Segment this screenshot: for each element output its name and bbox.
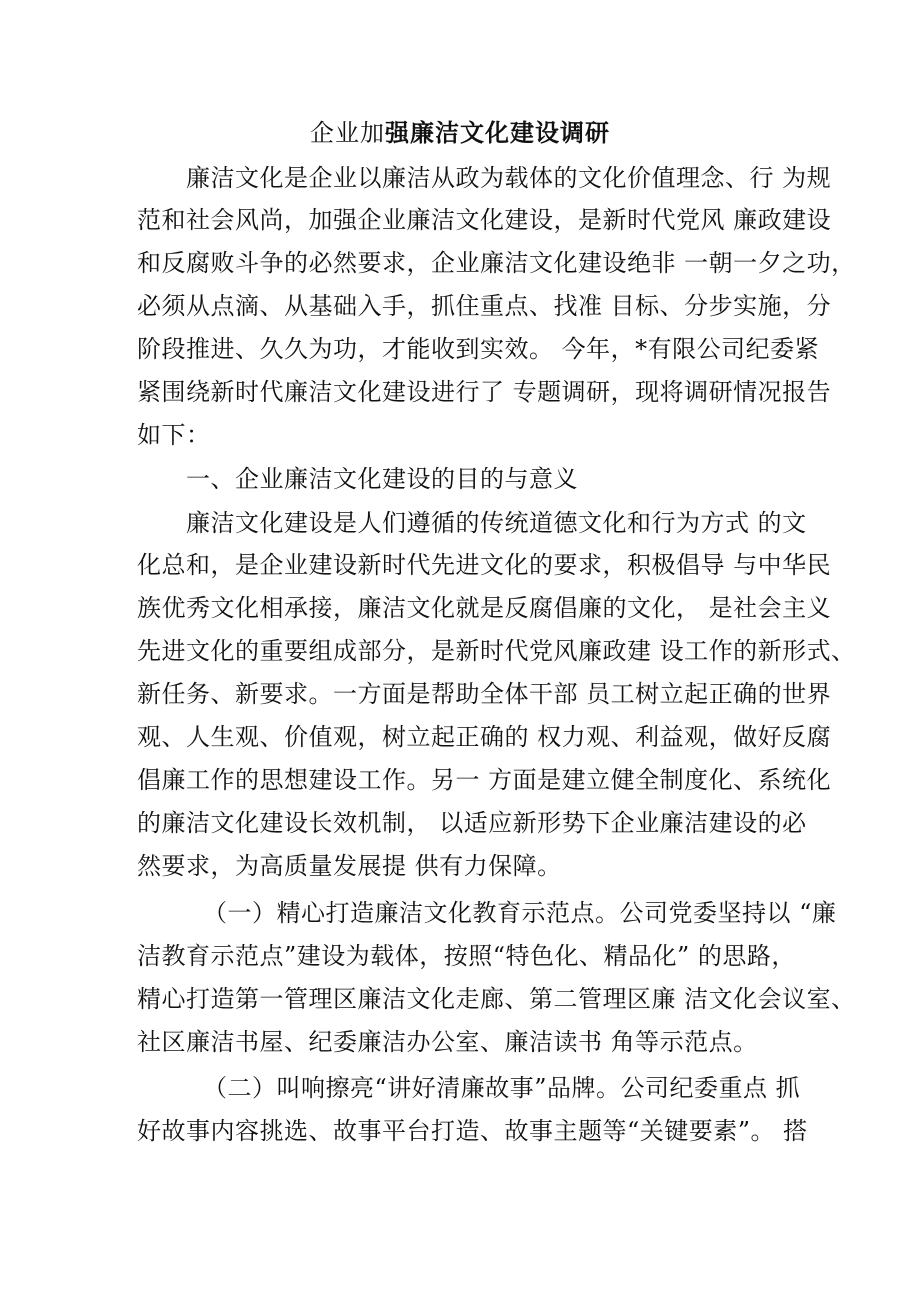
paragraph-line: 化总和，是企业建设新时代先进文化的要求，积极倡导 与中华民 bbox=[137, 551, 832, 579]
paragraph-line: 阶段推进、久久为功，才能收到实效。 今年，*有限公司纪委紧 bbox=[137, 335, 820, 363]
paragraph-line: 观、人生观、价值观，树立起正确的 权力观、利益观，做好反腐 bbox=[137, 723, 832, 751]
paragraph-line: 的廉洁文化建设长效机制， 以适应新形势下企业廉洁建设的必 bbox=[137, 809, 807, 837]
section-heading: 一、企业廉洁文化建设的目的与意义 bbox=[186, 465, 578, 493]
paragraph-line: 必须从点滴、从基础入手，抓住重点、找准 目标、分步实施，分 bbox=[137, 292, 832, 320]
paragraph-line: 然要求，为高质量发展提 供有力保障。 bbox=[137, 852, 562, 880]
paragraph-line: 好故事内容挑选、故事平台打造、故事主题等“关键要素”。 搭 bbox=[137, 1117, 808, 1145]
document-title bbox=[0, 116, 920, 150]
paragraph-line: 倡廉工作的思想建设工作。另一 方面是建立健全制度化、系统化 bbox=[137, 766, 832, 794]
title-part-bold: 强廉洁文化建设调研 bbox=[385, 118, 610, 147]
paragraph-line: 廉洁文化建设是人们遵循的传统道德文化和行为方式 的文 bbox=[186, 509, 807, 537]
paragraph-line: 廉洁文化是企业以廉洁从政为载体的文化价值理念、行 为规 bbox=[186, 164, 832, 192]
title-part-regular: 企业加 bbox=[310, 119, 385, 147]
paragraph-line: （一）精心打造廉洁文化教育示范点。公司党委坚持以 “廉 bbox=[203, 899, 837, 927]
paragraph-line: 和反腐败斗争的必然要求，企业廉洁文化建设绝非 一朝一夕之功， bbox=[137, 249, 856, 277]
paragraph-line: 如下： bbox=[137, 421, 211, 449]
paragraph-line: （二）叫响擦亮“讲好清廉故事”品牌。公司纪委重点 抓 bbox=[203, 1074, 801, 1102]
paragraph-line: 精心打造第一管理区廉洁文化走廊、第二管理区廉 洁文化会议室、 bbox=[137, 985, 856, 1013]
paragraph-line: 洁教育示范点”建设为载体，按照“特色化、精品化” 的思路， bbox=[137, 942, 796, 970]
paragraph-line: 紧围绕新时代廉洁文化建设进行了 专题调研，现将调研情况报告 bbox=[137, 378, 832, 406]
paragraph-line: 社区廉洁书屋、纪委廉洁办公室、廉洁读书 角等示范点。 bbox=[137, 1028, 758, 1056]
paragraph-line: 族优秀文化相承接，廉洁文化就是反腐倡廉的文化， 是社会主义 bbox=[137, 594, 832, 622]
paragraph-line: 先进文化的重要组成部分，是新时代党风廉政建 设工作的新形式、 bbox=[137, 637, 856, 665]
paragraph-line: 范和社会风尚，加强企业廉洁文化建设，是新时代党风 廉政建设 bbox=[137, 206, 832, 234]
paragraph-line: 新任务、新要求。一方面是帮助全体干部 员工树立起正确的世界 bbox=[137, 680, 832, 708]
